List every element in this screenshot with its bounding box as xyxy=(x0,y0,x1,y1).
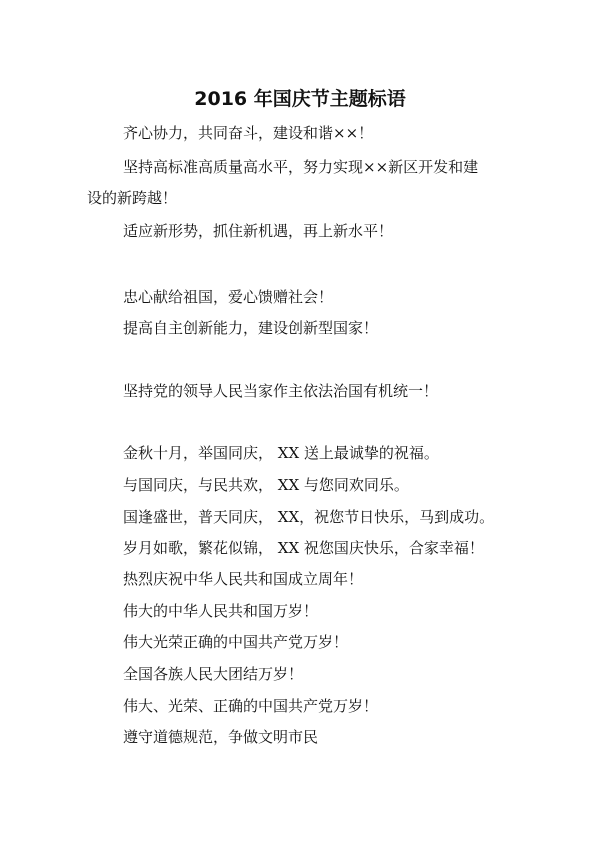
slogan-line-8: 与国同庆，与民共欢， XX 与您同欢同乐。 xyxy=(123,476,409,494)
slogan-line-12: 伟大的中华人民共和国万岁！ xyxy=(123,602,319,620)
slogan-line-16: 遵守道德规范，争做文明市民 xyxy=(123,728,319,746)
slogan-line-2-continued: 设的新跨越！ xyxy=(87,189,178,207)
slogan-line-6: 坚持党的领导人民当家作主依法治国有机统一！ xyxy=(123,382,439,400)
slogan-line-1: 齐心协力，共同奋斗，建设和谐××！ xyxy=(123,124,374,142)
slogan-line-5: 提高自主创新能力，建设创新型国家！ xyxy=(123,319,379,337)
document-title: 2016 年国庆节主题标语 xyxy=(194,88,406,110)
slogan-line-10: 岁月如歌，繁花似锦， XX 祝您国庆快乐，合家幸福！ xyxy=(123,539,484,557)
slogan-line-3: 适应新形势，抓住新机遇，再上新水平！ xyxy=(123,222,394,240)
slogan-line-4: 忠心献给祖国，爱心馈赠社会！ xyxy=(123,288,334,306)
slogan-line-2: 坚持高标准高质量高水平，努力实现××新区开发和建 xyxy=(123,158,479,176)
slogan-line-9: 国逢盛世，普天同庆， XX，祝您节日快乐，马到成功。 xyxy=(123,508,495,526)
slogan-line-13: 伟大光荣正确的中国共产党万岁！ xyxy=(123,633,349,651)
slogan-line-11: 热烈庆祝中华人民共和国成立周年！ xyxy=(123,570,364,588)
slogan-line-14: 全国各族人民大团结万岁！ xyxy=(123,665,304,683)
slogan-line-15: 伟大、光荣、正确的中国共产党万岁！ xyxy=(123,697,379,715)
slogan-line-7: 金秋十月，举国同庆， XX 送上最诚挚的祝福。 xyxy=(123,444,439,462)
